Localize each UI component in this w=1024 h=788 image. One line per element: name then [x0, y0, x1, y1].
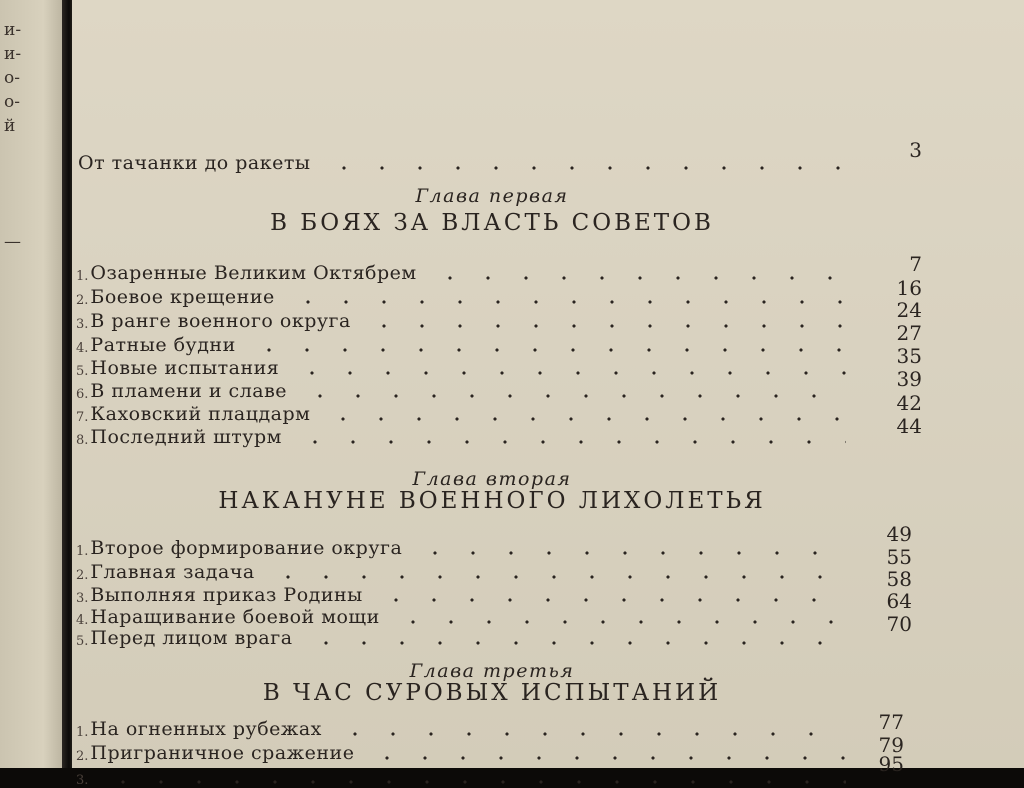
left-page-fragment: —: [4, 232, 21, 252]
entry-page-number: 70: [886, 612, 912, 636]
entry-page-number: 49: [886, 522, 912, 546]
left-page-fragment: й: [4, 116, 16, 136]
leader-dots: [301, 394, 846, 398]
toc-entry: [76, 537, 856, 559]
entry-number: 7.: [76, 410, 89, 425]
entry-number: 2.: [76, 568, 89, 583]
leader-dots: [269, 575, 846, 579]
entry-number: 4.: [76, 341, 89, 356]
chapter-title: В ЧАС СУРОВЫХ ИСПЫТАНИЙ: [262, 680, 722, 706]
entry-number: 3.: [76, 317, 89, 332]
leader-dots: [104, 780, 846, 784]
entry-page-number: 79: [878, 733, 904, 757]
leader-dots: [324, 417, 846, 421]
chapter-label: Глава вторая: [412, 468, 572, 490]
entry-number: 5.: [76, 634, 89, 649]
entry-title: В пламени и славе: [90, 380, 288, 402]
entry-title: Каховский плацдарм: [90, 403, 311, 425]
entry-page-number: 27: [896, 321, 922, 345]
toc-entry: [76, 606, 856, 628]
toc-entry-intro: [78, 152, 858, 174]
entry-title: Новые испытания: [90, 357, 280, 379]
entry-title: Наращивание боевой мощи: [90, 606, 380, 628]
entry-page-number: 55: [886, 545, 912, 569]
entry-number: 2.: [76, 293, 89, 308]
entry-page-number: 77: [878, 710, 904, 734]
chapter-title: НАКАНУНЕ ВОЕННОГО ЛИХОЛЕТЬЯ: [218, 488, 766, 514]
left-page-fragment: о-: [4, 92, 20, 112]
entry-title: Выполняя приказ Родины: [90, 584, 363, 606]
toc-entry: [76, 561, 856, 583]
entry-page-number: 64: [886, 589, 912, 613]
leader-dots: [296, 440, 846, 444]
entry-page-number: 58: [886, 567, 912, 591]
entry-number: 6.: [76, 387, 89, 402]
table-of-contents-page: [72, 0, 1024, 788]
entry-title: Ратные будни: [90, 334, 236, 356]
chapter-label: Глава первая: [415, 185, 569, 207]
leader-dots: [431, 276, 846, 280]
entry-title: Перед лицом врага: [90, 627, 293, 649]
leader-dots: [368, 756, 846, 760]
entry-number: 1.: [76, 725, 89, 740]
leader-dots: [325, 166, 848, 170]
previous-page-edge: [0, 0, 62, 768]
leader-dots: [416, 551, 846, 555]
entry-title: От тачанки до ракеты: [78, 152, 311, 174]
leader-dots: [289, 300, 846, 304]
leader-dots: [293, 371, 846, 375]
entry-page-number: 24: [896, 298, 922, 322]
entry-number: 5.: [76, 364, 89, 379]
chapter-title: В БОЯХ ЗА ВЛАСТЬ СОВЕТОВ: [270, 210, 714, 236]
entry-title: Последний штурм: [90, 426, 282, 448]
entry-title: Боевое крещение: [90, 286, 275, 308]
toc-entry: [76, 310, 856, 332]
leader-dots: [307, 641, 846, 645]
entry-page-number: 3: [909, 138, 922, 162]
leader-dots: [377, 598, 846, 602]
leader-dots: [394, 620, 846, 624]
entry-page-number: 44: [896, 414, 922, 438]
toc-entry: [76, 334, 856, 356]
toc-entry: [76, 766, 856, 788]
entry-number: 3.: [76, 773, 89, 788]
toc-entry: [76, 627, 856, 649]
entry-title: Озаренные Великим Октябрем: [90, 262, 417, 284]
entry-page-number: 35: [896, 344, 922, 368]
left-page-fragment: о-: [4, 68, 20, 88]
toc-entry: [76, 718, 856, 740]
toc-entry: [76, 262, 856, 284]
leader-dots: [336, 732, 846, 736]
toc-entry: [76, 357, 856, 379]
entry-title: Второе формирование округа: [90, 537, 403, 559]
left-page-fragment: и-: [4, 20, 22, 40]
chapter-label: Глава третья: [409, 660, 575, 682]
toc-entry: [76, 584, 856, 606]
leader-dots: [250, 348, 846, 352]
entry-number: 3.: [76, 591, 89, 606]
entry-number: 2.: [76, 749, 89, 764]
entry-number: 8.: [76, 433, 89, 448]
entry-title: В ранге военного округа: [90, 310, 351, 332]
left-page-fragment: и-: [4, 44, 22, 64]
toc-entry: [76, 380, 856, 402]
entry-page-number: 95: [878, 752, 904, 776]
entry-title: Главная задача: [90, 561, 255, 583]
entry-title: На огненных рубежах: [90, 718, 322, 740]
entry-number: 4.: [76, 613, 89, 628]
entry-page-number: 42: [896, 391, 922, 415]
toc-entry: [76, 742, 856, 764]
entry-page-number: 16: [896, 276, 922, 300]
entry-page-number: 7: [909, 252, 922, 276]
toc-entry: [76, 286, 856, 308]
entry-page-number: 39: [896, 367, 922, 391]
entry-number: 1.: [76, 269, 89, 284]
entry-number: 1.: [76, 544, 89, 559]
entry-title: Приграничное сражение: [90, 742, 355, 764]
toc-entry: [76, 426, 856, 448]
leader-dots: [365, 324, 846, 328]
toc-entry: [76, 403, 856, 425]
